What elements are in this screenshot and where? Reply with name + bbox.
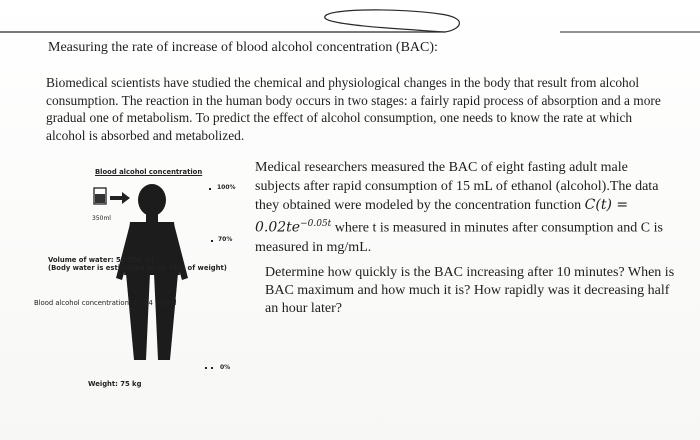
figure-title: Blood alcohol concentration [95,168,203,176]
function-exponent: −0.05t [300,219,332,229]
function-description: where t is measured in minutes after consumption and C is measured in mg/mL. [255,220,663,255]
study-text: Medical researchers measured the BAC of eight fasting adult male subjects after rapid consumption of 15 mL of ethanol (alcohol).The data they obtained were modeled by the concentration function [255,160,659,213]
function-formula: C(t) = 0.02te [255,197,629,236]
header-decoration [0,0,700,40]
tick-label-mid: 70% [218,236,233,243]
tick-label-bottom: 0% [220,364,231,371]
tick-label-top: 100% [217,184,236,191]
intro-paragraph: Biomedical scientists have studied the chemical and physiological changes in the body that result from alcohol consumption. The reaction in the human body occurs in two stages: a fairly rapid process of absorption and a more gradual one of metabolism. To predict the effect of alcohol consumption, one needs to know the rate at which alcohol is absorbed and metabolized. [46,75,661,143]
water-volume-label: Volume of water: 52 500 ml [48,256,154,264]
study-description [255,158,675,257]
weight-label: Weight: 75 kg [88,380,142,388]
blood-concentration-label: Blood alcohol concentration: 0.284 mg/ml [34,299,177,307]
water-estimate-label: (Body water is estimated to be 70% of weight) [48,264,227,272]
question-text: Determine how quickly is the BAC increasing after 10 minutes? When is BAC maximum and how much it is? How rapidly was it decreasing half an hour later? [265,265,675,316]
volume-label: 350ml [92,215,111,222]
human-silhouette [40,160,270,400]
body-figure [34,160,270,400]
page-title: Measuring the rate of increase of blood alcohol concentration (BAC): [48,40,438,55]
